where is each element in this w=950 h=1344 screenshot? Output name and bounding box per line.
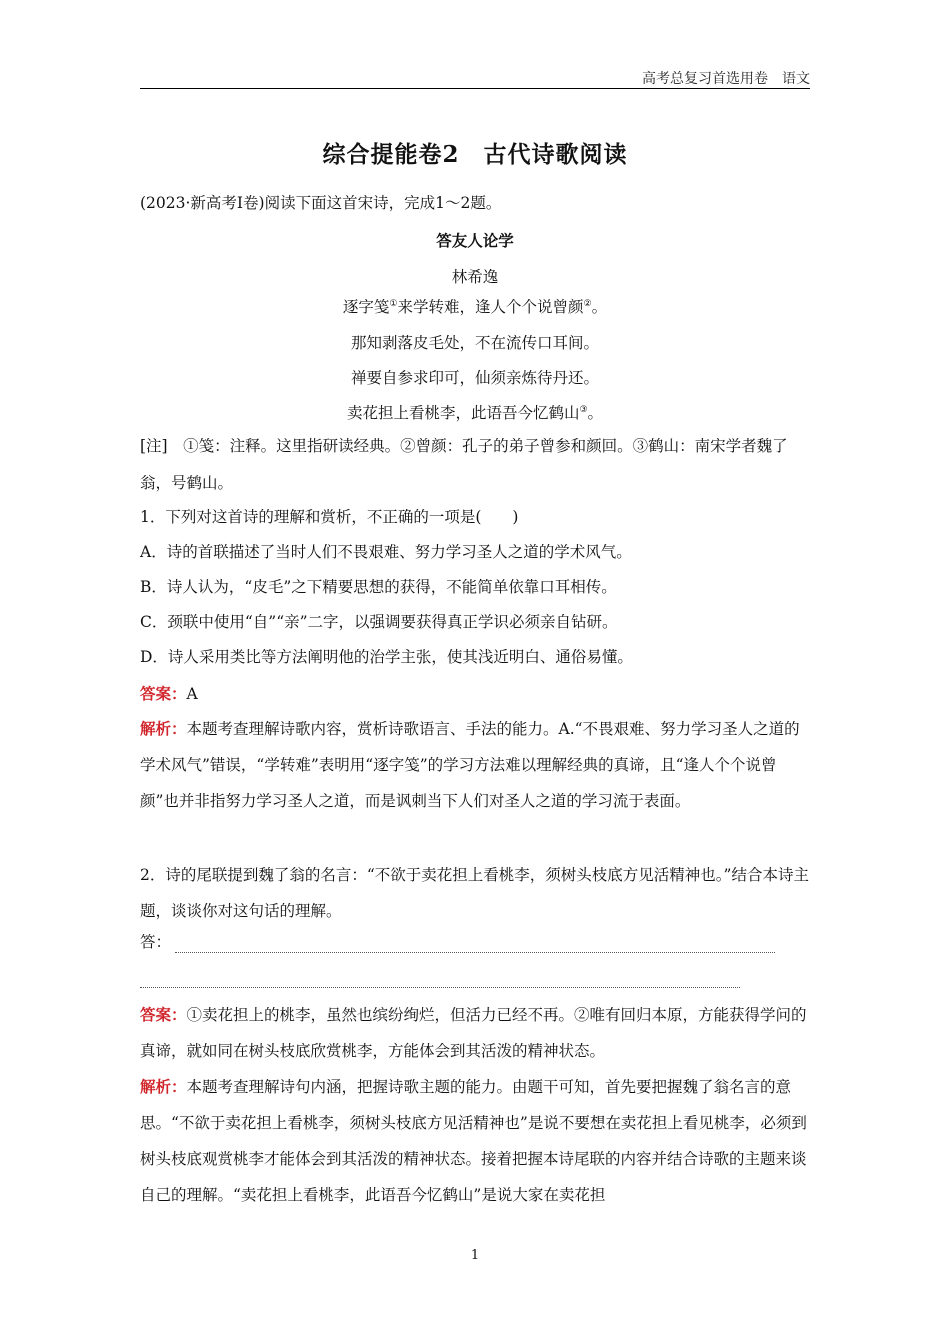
answer-blank-line[interactable] — [140, 987, 740, 988]
option-b: B．诗人认为，“皮毛”之下精要思想的获得，不能简单依靠口耳相传。 — [140, 578, 617, 596]
header-divider — [140, 88, 810, 89]
page-title: 综合提能卷2 古代诗歌阅读 — [322, 141, 628, 168]
question-1-answer: 答案：A — [140, 684, 198, 703]
intro-instruction: (2023·新高考Ⅰ卷)阅读下面这首宋诗，完成1～2题。 — [140, 194, 502, 212]
option-d: D．诗人采用类比等方法阐明他的治学主张，使其浅近明白、通俗易懂。 — [140, 648, 633, 666]
poem-title: 答友人论学 — [436, 232, 514, 250]
option-a: A．诗的首联描述了当时人们不畏艰难、努力学习圣人之道的学术风气。 — [140, 543, 632, 561]
question-2-answer: 答案：①卖花担上的桃李，虽然也缤纷绚烂，但活力已经不再。②唯有回归本原，方能获得学问的真谛，就如同在树头枝底欣赏桃李，方能体会到其活泼的精神状态。 — [140, 1005, 807, 1060]
question-1-explanation: 解析：本题考查理解诗歌内容，赏析诗歌语言、手法的能力。A.“不畏艰难、努力学习圣人之道的学术风气”错误，“学转难”表明用“逐字笺”的学习方法难以理解经典的真谛，且“逢人个个说曾颜”也并非指努力学习圣人之道，而是讽刺当下人们对圣人之道的学习流于表面。 — [140, 719, 800, 810]
poem-line: 那知剥落皮毛处，不在流传口耳间。 — [350, 334, 599, 352]
poem-author: 林希逸 — [451, 268, 499, 286]
question-2-stem: 2．诗的尾联提到魏了翁的名言：“不欲于卖花担上看桃李，须树头枝底方见活精神也。”结合本诗主题，谈谈你对这句话的理解。 — [140, 866, 809, 920]
question-1-stem: 1．下列对这首诗的理解和赏析，不正确的一项是( ) — [140, 508, 519, 526]
answer-label: 答案： — [140, 684, 187, 703]
poem-line: 禅要自参求印可，仙须亲炼待丹还。 — [350, 369, 599, 387]
poem-line: 逐字笺①来学转难，逢人个个说曾颜②。 — [342, 298, 608, 316]
answer-label: 答案： — [140, 1005, 187, 1024]
answer-blank-line[interactable] — [175, 952, 775, 953]
explanation-label: 解析： — [140, 719, 187, 738]
question-2-explanation: 解析：本题考查理解诗句内涵，把握诗歌主题的能力。由题干可知，首先要把握魏了翁名言的意思。“不欲于卖花担上看桃李，须树头枝底方见活精神也”是说不要想在卖花担上看见桃李，必须到树头枝底观赏桃李才能体会到其活泼的精神状态。接着把握本诗尾联的内容并结合诗歌的主题来谈自己的理解。“卖花担上看桃李，此语吾今忆鹤山”是说大家在卖花担 — [140, 1077, 807, 1204]
poem-notes: [注] ①笺：注释。这里指研读经典。②曾颜：孔子的弟子曾参和颜回。③鹤山：南宋学者魏了翁，号鹤山。 — [140, 437, 788, 492]
option-c: C．颈联中使用“自”“亲”二字，以强调要获得真正学识必须亲自钻研。 — [140, 613, 618, 631]
running-header: 高考总复习首选用卷 语文 — [642, 71, 810, 87]
explanation-label: 解析： — [140, 1077, 187, 1096]
poem-line: 卖花担上看桃李，此语吾今忆鹤山③。 — [346, 404, 604, 422]
page-number: 1 — [470, 1248, 480, 1263]
answer-prompt: 答： — [140, 933, 172, 951]
